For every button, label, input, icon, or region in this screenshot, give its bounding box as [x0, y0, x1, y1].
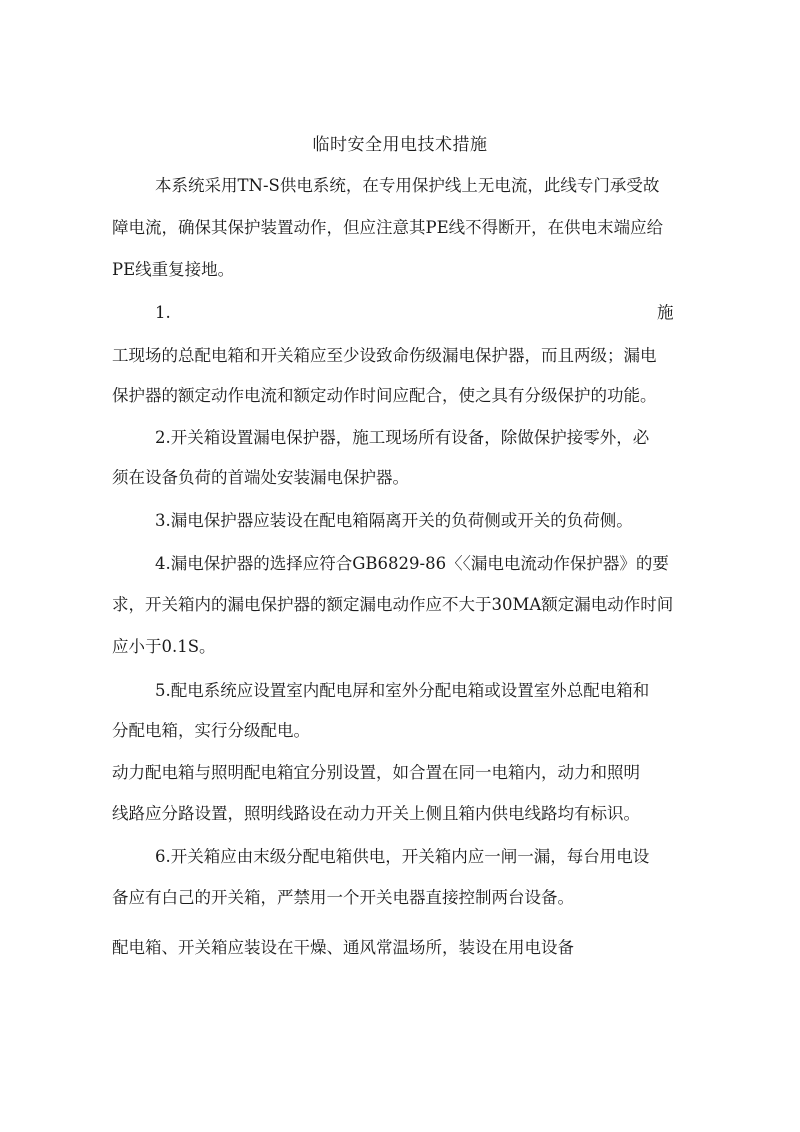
paragraph-line: 2.开关箱设置漏电保护器，施工现场所有设备，除做保护接零外，必: [155, 428, 650, 447]
paragraph-line: 须在设备负荷的首端处安装漏电保护器。: [112, 468, 409, 487]
paragraph-line: 工现场的总配电箱和开关箱应至少设致命伤级漏电保护器，而且两级；漏电: [112, 346, 657, 365]
paragraph-line: 线路应分路设置，照明线路设在动力开关上侧且箱内供电线路均有标识。: [112, 804, 640, 823]
paragraph-line: 3.漏电保护器应装设在配电箱隔离开关的负荷侧或开关的负荷侧。: [155, 511, 633, 530]
paragraph-line: 应小于0.1S。: [112, 637, 216, 656]
paragraph-line: 求，开关箱内的漏电保护器的额定漏电动作应不大于30MA额定漏电动作时间: [112, 595, 674, 614]
item-number: 1.: [155, 303, 171, 322]
paragraph-line: 障电流，确保其保护装置动作，但应注意其PE线不得断开，在供电末端应给: [112, 218, 664, 237]
paragraph-line: 4.漏电保护器的选择应符合GB6829-86〈〈漏电电流动作保护器》的要: [155, 554, 669, 573]
paragraph-line: 本系统采用TN-S供电系统，在专用保护线上无电流，此线专门承受故: [155, 176, 660, 195]
document-title: 临时安全用电技术措施: [312, 135, 488, 155]
paragraph-line: 保护器的额定动作电流和额定动作时间应配合，使之具有分级保护的功能。: [112, 386, 657, 405]
paragraph-line: PE线重复接地。: [112, 260, 235, 279]
paragraph-line: 动力配电箱与照明配电箱宜分别设置，如合置在同一电箱内，动力和照明: [112, 763, 640, 782]
paragraph-line: 5.配电系统应设置室内配电屏和室外分配电箱或设置室外总配电箱和: [155, 681, 650, 700]
paragraph-line: 分配电箱，实行分级配电。: [112, 721, 310, 740]
paragraph-line: 备应有白己的开关箱，严禁用一个开关电器直接控制两台设备。: [112, 888, 574, 907]
paragraph-line: 6.开关箱应由末级分配电箱供电，开关箱内应一闸一漏，每台用电设: [155, 847, 650, 866]
paragraph-line: 配电箱、开关箱应装设在干燥、通风常温场所，装设在用电设备: [112, 938, 574, 957]
paragraph-line: 施: [657, 303, 674, 322]
